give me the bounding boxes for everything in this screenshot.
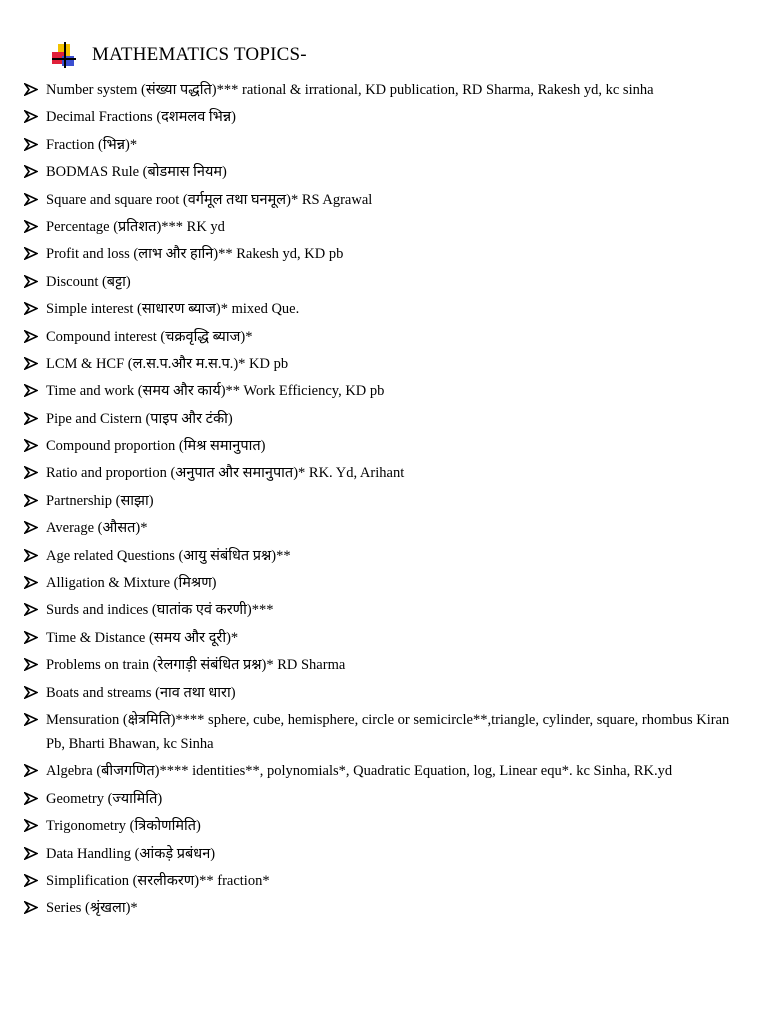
arrow-bullet-icon bbox=[24, 516, 46, 534]
arrow-bullet-icon bbox=[24, 759, 46, 777]
list-item bbox=[24, 133, 744, 157]
list-item-text: Fraction (भिन्न)* bbox=[46, 136, 138, 153]
list-item bbox=[24, 215, 744, 239]
list-item-text: Percentage (प्रतिशत)*** RK yd bbox=[46, 218, 225, 235]
arrow-bullet-icon bbox=[24, 896, 46, 914]
list-item bbox=[24, 379, 744, 403]
list-item-text: BODMAS Rule (बोडमास नियम) bbox=[46, 164, 227, 181]
list-item bbox=[24, 297, 744, 321]
arrow-bullet-icon bbox=[24, 215, 46, 233]
arrow-bullet-icon bbox=[24, 242, 46, 260]
arrow-bullet-icon bbox=[24, 653, 46, 671]
list-item bbox=[24, 352, 744, 376]
list-item bbox=[24, 814, 744, 838]
list-item-text: Number system (संख्या पद्धति)*** rational & irrational, KD publication, RD Sharma, Rakesh yd, kc sinha bbox=[46, 82, 654, 98]
arrow-bullet-icon bbox=[24, 571, 46, 589]
list-item-text: Ratio and proportion (अनुपात और समानुपात)* RK. Yd, Arihant bbox=[46, 465, 405, 482]
arrow-bullet-icon bbox=[24, 489, 46, 507]
arrow-bullet-icon bbox=[24, 461, 46, 479]
list-item-text: Data Handling (आंकड़े प्रबंधन) bbox=[46, 845, 216, 862]
list-item-text: Trigonometry (त्रिकोणमिति) bbox=[46, 818, 201, 835]
list-item-text: Average (औसत)* bbox=[46, 520, 148, 537]
arrow-bullet-icon bbox=[24, 787, 46, 805]
arrow-bullet-icon bbox=[24, 598, 46, 616]
arrow-bullet-icon bbox=[24, 434, 46, 452]
list-item-text: Simplification (सरलीकरण)** fraction* bbox=[46, 872, 270, 889]
list-item-text: Partnership (साझा) bbox=[46, 492, 154, 509]
colored-squares-cross-icon bbox=[52, 42, 76, 68]
list-item-text: Time and work (समय और कार्य)** Work Efficiency, KD pb bbox=[46, 383, 385, 400]
list-item bbox=[24, 160, 744, 184]
arrow-bullet-icon bbox=[24, 842, 46, 860]
arrow-bullet-icon bbox=[24, 869, 46, 887]
list-item-text: Problems on train (रेलगाड़ी संबंधित प्रश्न)* RD Sharma bbox=[46, 657, 346, 674]
arrow-bullet-icon bbox=[24, 352, 46, 370]
arrow-bullet-icon bbox=[24, 105, 46, 123]
list-item bbox=[24, 787, 744, 811]
list-item bbox=[24, 626, 744, 650]
list-item bbox=[24, 434, 744, 458]
arrow-bullet-icon bbox=[24, 78, 46, 96]
list-item-text: Compound proportion (मिश्र समानुपात) bbox=[46, 438, 266, 455]
list-item-text: Time & Distance (समय और दूरी)* bbox=[46, 629, 239, 646]
arrow-bullet-icon bbox=[24, 379, 46, 397]
list-item bbox=[24, 516, 744, 540]
list-item-text: Age related Questions (आयु संबंधित प्रश्न)** bbox=[46, 547, 291, 564]
arrow-bullet-icon bbox=[24, 297, 46, 315]
arrow-bullet-icon bbox=[24, 407, 46, 425]
list-item-text: Alligation & Mixture (मिश्रण) bbox=[46, 575, 217, 592]
list-item-text: Compound interest (चक्रवृद्धि ब्याज)* bbox=[46, 328, 253, 345]
list-item bbox=[24, 544, 744, 568]
arrow-bullet-icon bbox=[24, 708, 46, 726]
list-item-text: Simple interest (साधारण ब्याज)* mixed Que. bbox=[46, 301, 300, 318]
page-title: MATHEMATICS TOPICS- bbox=[92, 44, 307, 65]
list-item-text: Surds and indices (घातांक एवं करणी)*** bbox=[46, 602, 274, 619]
arrow-bullet-icon bbox=[24, 160, 46, 178]
arrow-bullet-icon bbox=[24, 188, 46, 206]
list-item bbox=[24, 869, 744, 893]
list-item-text: Pipe and Cistern (पाइप और टंकी) bbox=[46, 410, 233, 427]
list-item bbox=[24, 571, 744, 595]
list-item bbox=[24, 708, 744, 756]
list-item bbox=[24, 188, 744, 212]
list-item bbox=[24, 759, 744, 783]
list-item bbox=[24, 842, 744, 866]
topics-list bbox=[24, 78, 744, 924]
list-item bbox=[24, 242, 744, 266]
arrow-bullet-icon bbox=[24, 814, 46, 832]
list-item bbox=[24, 325, 744, 349]
arrow-bullet-icon bbox=[24, 270, 46, 288]
arrow-bullet-icon bbox=[24, 325, 46, 343]
list-item-text: Square and square root (वर्गमूल तथा घनमूल)* RS Agrawal bbox=[46, 191, 373, 208]
list-item-text: Discount (बट्टा) bbox=[46, 273, 131, 290]
list-item-text: Algebra (बीजगणित)**** identities**, polynomials*, Quadratic Equation, log, Linear equ*. kc Sinha, RK.yd bbox=[46, 763, 673, 780]
list-item-text: Mensuration (क्षेत्रमिति)**** sphere, cube, hemisphere, circle or semicircle**,triangle, cylinder, square, rhombus Kiran Pb, Bharti Bhawan, kc Sinha bbox=[46, 711, 730, 752]
list-item bbox=[24, 407, 744, 431]
list-item bbox=[24, 105, 744, 129]
arrow-bullet-icon bbox=[24, 544, 46, 562]
list-item bbox=[24, 461, 744, 485]
arrow-bullet-icon bbox=[24, 626, 46, 644]
list-item bbox=[24, 489, 744, 513]
list-item bbox=[24, 78, 744, 102]
list-item-text: Boats and streams (नाव तथा धारा) bbox=[46, 684, 236, 701]
list-item-text: Series (श्रृंखला)* bbox=[46, 900, 138, 917]
list-item-text: Profit and loss (लाभ और हानि)** Rakesh yd, KD pb bbox=[46, 246, 344, 263]
list-item-text: LCM & HCF (ल.स.प.और म.स.प.)* KD pb bbox=[46, 355, 289, 372]
list-item bbox=[24, 681, 744, 705]
arrow-bullet-icon bbox=[24, 681, 46, 699]
list-item bbox=[24, 598, 744, 622]
list-item bbox=[24, 270, 744, 294]
list-item bbox=[24, 896, 744, 920]
list-item-text: Decimal Fractions (दशमलव भिन्न) bbox=[46, 109, 236, 126]
list-item-text: Geometry (ज्यामिति) bbox=[46, 790, 163, 807]
arrow-bullet-icon bbox=[24, 133, 46, 151]
title-row bbox=[52, 42, 307, 68]
list-item bbox=[24, 653, 744, 677]
